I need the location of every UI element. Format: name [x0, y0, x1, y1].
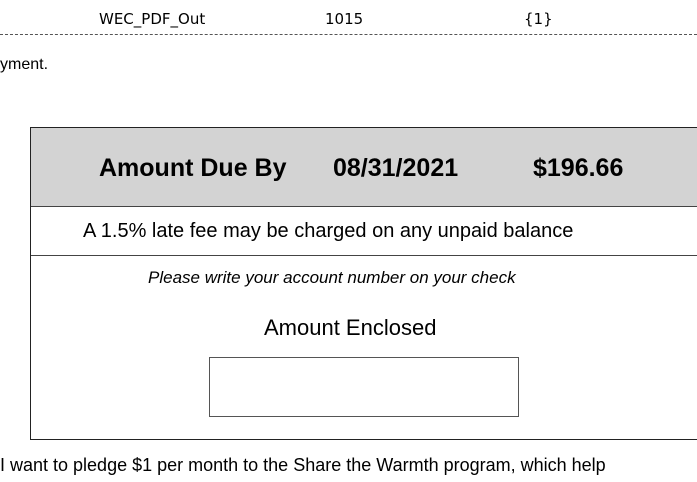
amount-due-label: Amount Due By: [99, 154, 287, 182]
form-name: WEC_PDF_Out: [99, 10, 206, 28]
form-number: 1015: [325, 10, 364, 28]
pledge-text: I want to pledge $1 per month to the Share the Warmth program, which help: [0, 455, 606, 475]
amount-due-value: $196.66: [533, 154, 624, 182]
check-instruction: Please write your account number on your check: [148, 268, 516, 287]
amount-due-header: [31, 128, 697, 207]
page-header: [0, 0, 697, 35]
late-fee-notice: A 1.5% late fee may be charged on any unpaid balance: [83, 220, 574, 242]
partial-text: yment.: [0, 56, 49, 73]
due-date: 08/31/2021: [333, 154, 459, 182]
payment-box: [30, 127, 697, 440]
late-fee-row: [31, 207, 697, 256]
amount-enclosed-label: Amount Enclosed: [264, 315, 437, 340]
amount-enclosed-field[interactable]: [209, 357, 519, 417]
page-marker: {1}: [524, 10, 553, 28]
